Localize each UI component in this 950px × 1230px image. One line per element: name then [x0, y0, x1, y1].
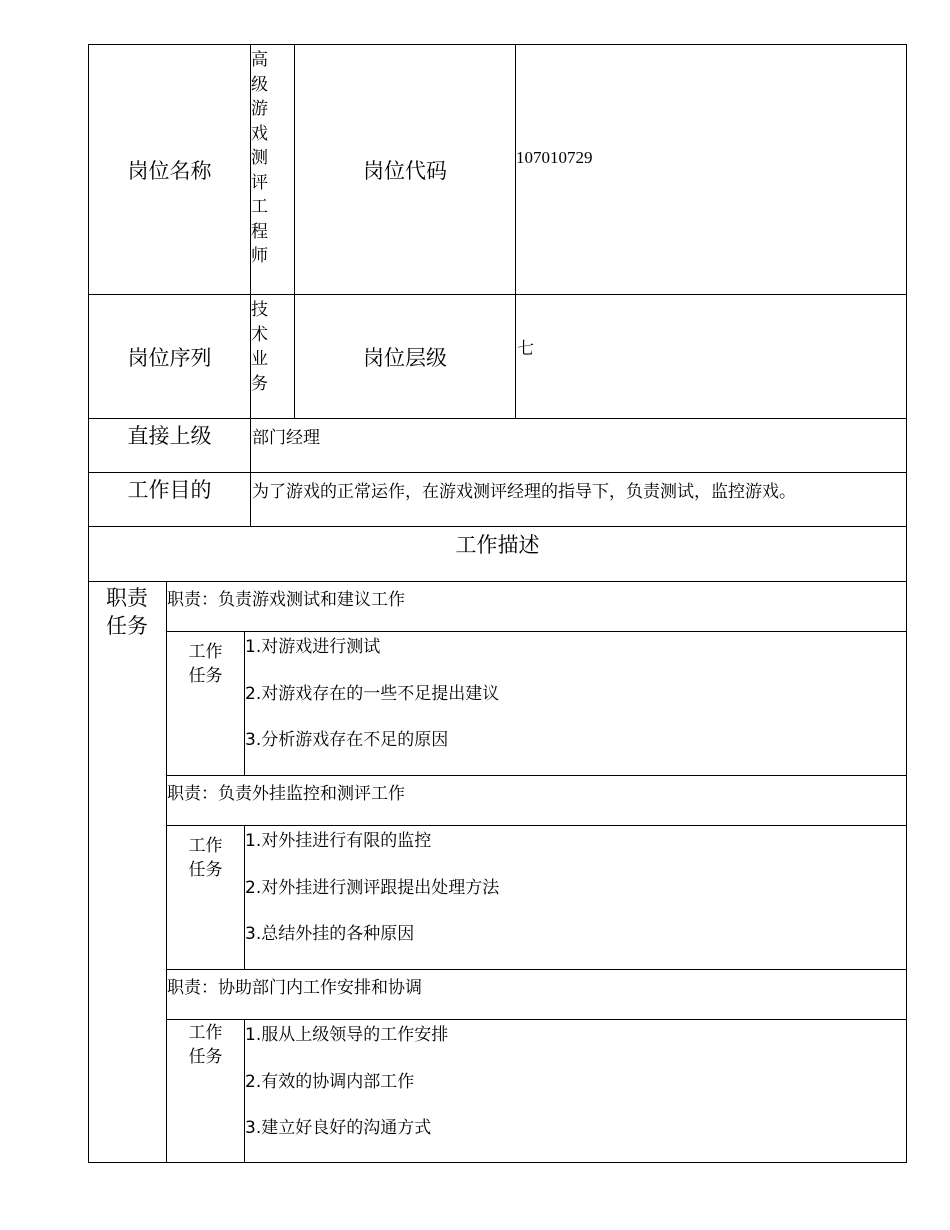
position-code-label: 岗位代码: [363, 158, 447, 183]
position-level-value: 七: [517, 339, 534, 359]
task-item: 1.服从上级领导的工作安排: [245, 1025, 449, 1045]
direct-superior-value: 部门经理: [252, 428, 320, 448]
task-list: [244, 826, 906, 969]
task-item: 3.建立好良好的沟通方式: [245, 1118, 432, 1138]
task-label: 工作任务: [188, 836, 223, 880]
position-series-value: 技术业务: [251, 300, 268, 394]
task-label: 工作任务: [188, 1023, 223, 1067]
position-code-value: 107010729: [516, 148, 593, 167]
task-item: 2.对外挂进行测评跟提出处理方法: [245, 877, 500, 898]
task-item: 3.分析游戏存在不足的原因: [245, 730, 449, 750]
position-series-label: 岗位序列: [127, 345, 212, 370]
task-item: 2.对游戏存在的一些不足提出建议: [245, 683, 500, 704]
duty-row: 职责：负责外挂监控和测评工作: [167, 784, 405, 804]
direct-superior-label: 直接上级: [127, 424, 212, 448]
work-purpose-value: 为了游戏的正常运作，在游戏测评经理的指导下，负责测试，监控游戏。: [252, 482, 796, 502]
work-description-title: 工作描述: [455, 533, 540, 557]
table-border-right: [906, 44, 907, 1163]
duty-row: 职责：负责游戏测试和建议工作: [167, 590, 405, 610]
task-item: 3.总结外挂的各种原因: [245, 924, 415, 944]
task-item: 1.对游戏进行测试: [245, 637, 381, 657]
position-name-value: 高级游戏测评工程师: [251, 50, 268, 266]
task-item: 1.对外挂进行有限的监控: [245, 831, 432, 851]
position-level-label: 岗位层级: [363, 345, 447, 370]
task-list: [244, 1020, 906, 1163]
work-purpose-label: 工作目的: [127, 478, 212, 502]
task-label: 工作任务: [188, 642, 223, 686]
task-item: 2.有效的协调内部工作: [245, 1071, 415, 1092]
duties-section-label: 职责任务: [106, 586, 148, 638]
position-name-label: 岗位名称: [127, 158, 212, 183]
duty-row: 职责：协助部门内工作安排和协调: [167, 978, 422, 998]
table-rule: [515, 44, 516, 419]
task-list: [244, 632, 906, 775]
